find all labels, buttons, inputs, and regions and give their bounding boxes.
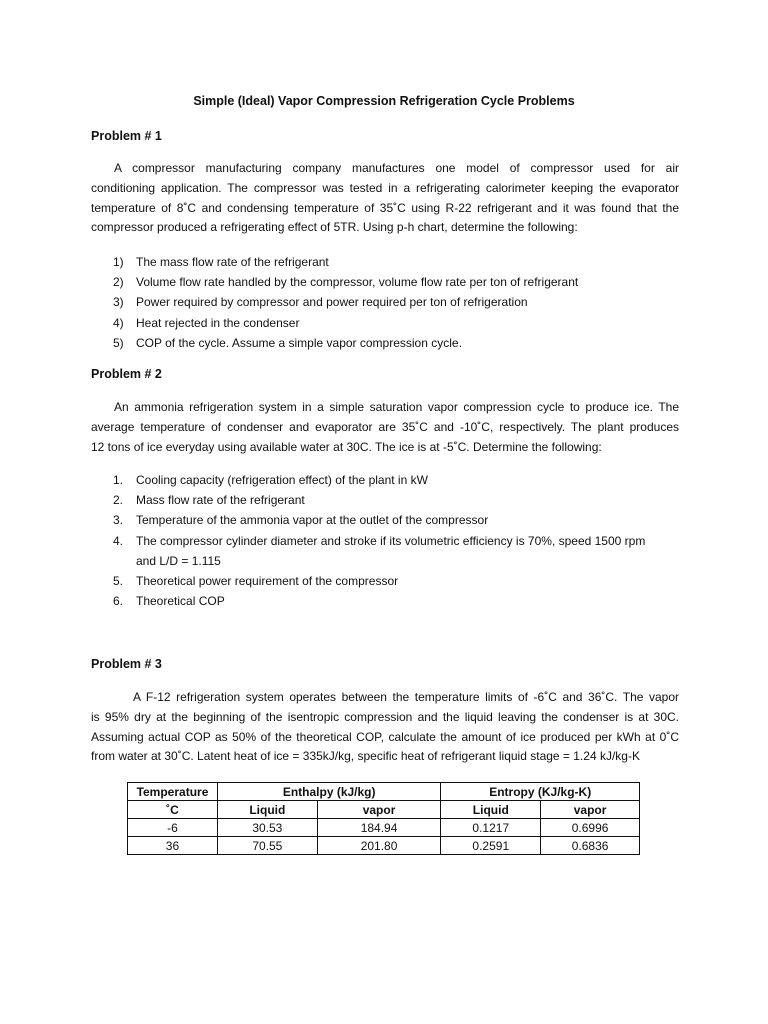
table-cell: 0.2591 [441, 837, 541, 855]
problem-1-line: compressor produced a refrigerating effect of 5TR. Using p-h chart, determine the following: [91, 220, 578, 235]
table-subheader-row [128, 801, 640, 819]
problem-1-heading: Problem # 1 [91, 129, 162, 143]
table-cell: 184.94 [317, 819, 441, 837]
table-cell: 0.6996 [541, 819, 640, 837]
table-cell: 36 [128, 837, 218, 855]
table-row [128, 837, 640, 855]
header-unit: ˚C [128, 801, 218, 819]
table-header-row [128, 783, 640, 801]
problem-2-heading: Problem # 2 [91, 367, 162, 381]
problem-2-line: 12 tons of ice everyday using available water at 30C. The ice is at -5˚C. Determine the following: [91, 439, 602, 454]
header-enthalpy: Enthalpy (kJ/kg) [217, 783, 440, 801]
list-item: 4. The compressor cylinder diameter and stroke if its volumetric efficiency is 70%, speed 1500 rpm and L/D = 1.115 [113, 533, 646, 568]
table-cell: 30.53 [217, 819, 317, 837]
problem-3-heading: Problem # 3 [91, 657, 162, 671]
table-row [128, 819, 640, 837]
problem-3-line: A F-12 refrigeration system operates between the temperature limits of -6˚C and 36˚C. The vapor [133, 690, 679, 704]
problem-2-list [91, 470, 681, 611]
list-item: 3) Power required by compressor and power required per ton of refrigeration [113, 295, 528, 310]
problem-1-line: temperature of 8˚C and condensing temperature of 35˚C using R-22 refrigerant and it was found that the [91, 200, 679, 215]
problem-1-list [91, 252, 681, 353]
list-item: 2) Volume flow rate handled by the compressor, volume flow rate per ton of refrigerant [113, 275, 579, 290]
problem-3-line: is 95% dry at the beginning of the isentropic compression and the liquid leaving the condenser is at 30C. [91, 709, 679, 724]
list-item: 6. Theoretical COP [113, 594, 225, 609]
list-item: 4) Heat rejected in the condenser [113, 315, 300, 330]
problem-3-line: from water at 30˚C. Latent heat of ice = 335kJ/kg, specific heat of refrigerant liquid stage = 1.24 kJ/kg-K [91, 749, 640, 764]
table-cell: -6 [128, 819, 218, 837]
problem-1-statement [91, 159, 679, 238]
table-cell: 201.80 [317, 837, 441, 855]
page-title: Simple (Ideal) Vapor Compression Refrigeration Cycle Problems [193, 94, 575, 108]
list-item: 1. Cooling capacity (refrigeration effect) of the plant in kW [113, 473, 428, 487]
table-cell: 0.1217 [441, 819, 541, 837]
problem-3-statement [91, 688, 679, 767]
table-cell: 70.55 [217, 837, 317, 855]
property-table [127, 782, 640, 855]
table-cell: 0.6836 [541, 837, 640, 855]
list-item: 2. Mass flow rate of the refrigerant [113, 493, 305, 508]
header-liquid: Liquid [217, 801, 317, 819]
problem-2-statement [91, 398, 679, 457]
header-liquid: Liquid [441, 801, 541, 819]
header-entropy: Entropy (KJ/kg-K) [441, 783, 640, 801]
list-item: 1) The mass flow rate of the refrigerant [113, 255, 329, 269]
problem-2-line: An ammonia refrigeration system in a simple saturation vapor compression cycle to produce ice. The [114, 400, 679, 414]
problem-3-line: Assuming actual COP as 50% of the theoretical COP, calculate the amount of ice produced per kWh at 0˚C [91, 729, 679, 744]
list-item: 3. Temperature of the ammonia vapor at the outlet of the compressor [113, 513, 489, 528]
list-item: 5) COP of the cycle. Assume a simple vapor compression cycle. [113, 335, 462, 350]
header-temperature: Temperature [128, 783, 218, 801]
list-item: 5. Theoretical power requirement of the compressor [113, 574, 399, 589]
problem-1-line: A compressor manufacturing company manufactures one model of compressor used for air [114, 161, 679, 175]
header-vapor: vapor [317, 801, 441, 819]
problem-2-line: average temperature of condenser and evaporator are 35˚C and -10˚C, respectively. The plant produces [91, 419, 679, 434]
header-vapor: vapor [541, 801, 640, 819]
problem-1-line: conditioning application. The compressor was tested in a refrigerating calorimeter keeping the evaporator [91, 180, 679, 195]
